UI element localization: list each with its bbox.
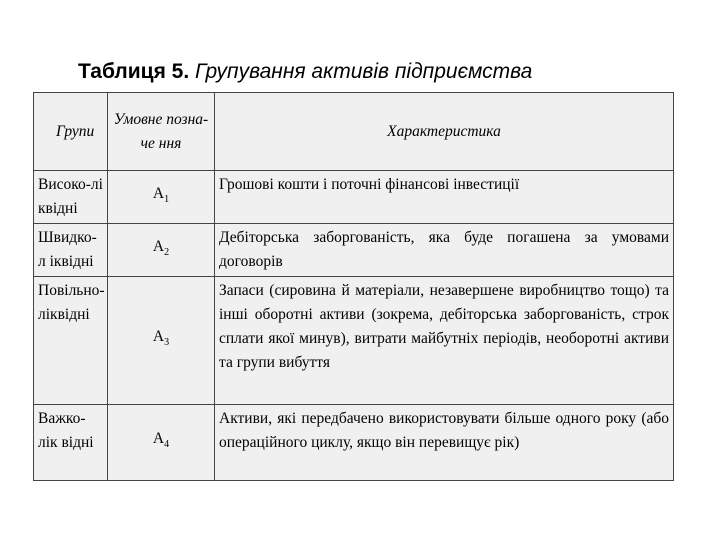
code-letter: А	[152, 237, 165, 255]
code-letter: А	[152, 328, 165, 346]
table-caption: Групування активів підприємства	[195, 60, 533, 83]
description-cell: Дебіторська заборгованість, яка буде погашена за умовами договорів	[215, 224, 674, 277]
header-code: Умовне позна-че ння	[108, 93, 215, 171]
description-cell: Запаси (сировина й матеріали, незавершене виробництво тощо) та інші оборотні активи (зокрема, дебіторська заборгованість, строк сплати якої минув), витрати майбутніх періодів, необоротні активи та групи вибуття	[215, 277, 674, 405]
header-groups: Групи	[34, 93, 108, 171]
table-row	[34, 224, 674, 277]
assets-grouping-table	[33, 92, 674, 481]
code-subscript: 1	[164, 194, 170, 206]
table-row	[34, 405, 674, 481]
code-cell	[108, 405, 215, 481]
group-cell: Високо-лі квідні	[34, 171, 108, 224]
group-cell: Швидко-л іквідні	[34, 224, 108, 277]
code-cell	[108, 171, 215, 224]
group-cell: Важко-лік відні	[34, 405, 108, 481]
description-cell: Активи, які передбачено використовувати більше одного року (або операційного циклу, якщо він перевищує рік)	[215, 405, 674, 481]
code-cell	[108, 277, 215, 405]
code-cell	[108, 224, 215, 277]
code-letter: А	[152, 430, 165, 448]
table-title	[78, 57, 532, 87]
table-header-row	[34, 93, 674, 171]
table-number: Таблиця 5.	[78, 60, 190, 83]
group-cell: Повільно- ліквідні	[34, 277, 108, 405]
table-row	[34, 277, 674, 405]
description-cell: Грошові кошти і поточні фінансові інвестиції	[215, 171, 674, 224]
code-subscript: 2	[164, 247, 170, 259]
table-row	[34, 171, 674, 224]
header-description: Характеристика	[215, 93, 674, 171]
code-subscript: 3	[164, 337, 170, 349]
code-subscript: 4	[164, 439, 170, 451]
code-letter: А	[152, 184, 165, 202]
